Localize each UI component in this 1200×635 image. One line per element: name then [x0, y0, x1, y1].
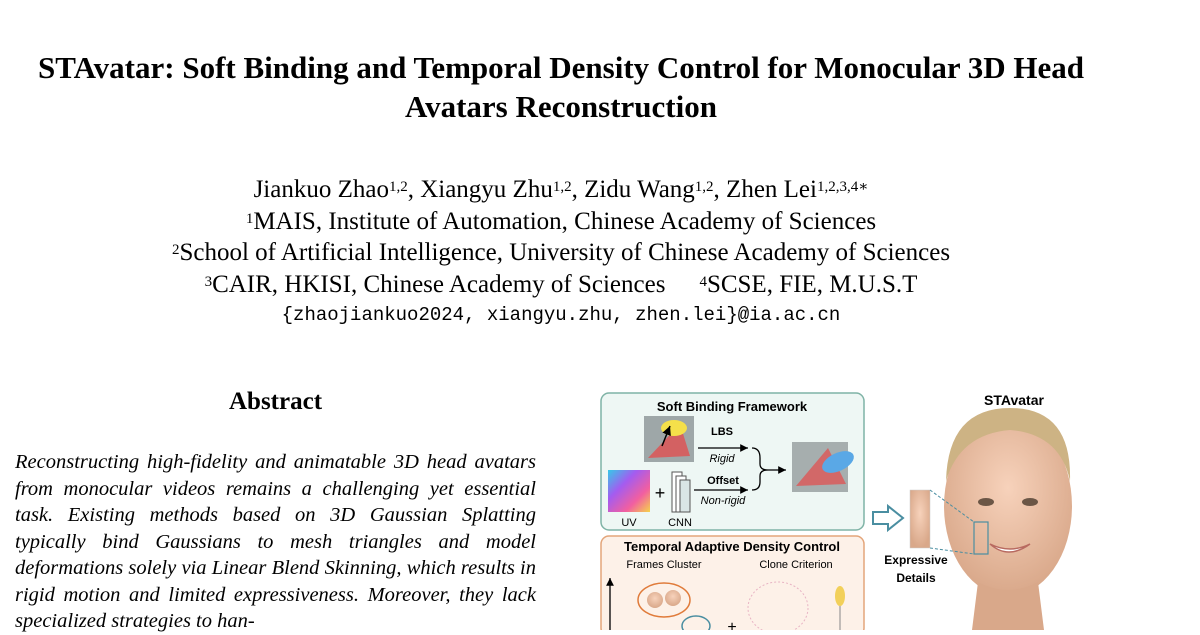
clone-gaussian: [835, 586, 845, 606]
paper-title: [0, 48, 1122, 126]
abstract-heading: Abstract: [228, 388, 323, 415]
title-line-1: STAvatar: Soft Binding and Temporal Density Control for Monocular 3D Head: [37, 50, 1085, 85]
author-sep: ,: [571, 176, 585, 203]
cluster-face: [647, 592, 663, 608]
result-arrow: [873, 506, 903, 530]
affiliation-text: CAIR, HKISI, Chinese Academy of Sciences: [212, 270, 666, 298]
details-label: Details: [896, 571, 936, 585]
tadc-title: Temporal Adaptive Density Control: [624, 539, 840, 554]
affiliation-line: [0, 206, 1122, 238]
affiliation-text: MAIS, Institute of Automation, Chinese Academy of Sciences: [253, 207, 877, 235]
gaussian-ellipse: [661, 420, 687, 436]
affiliation-text: SCSE, FIE, M.U.S.T: [706, 270, 918, 298]
author-name: Xiangyu Zhu: [420, 176, 553, 203]
affiliation-line: [0, 269, 1122, 301]
clone-criterion-label: Clone Criterion: [759, 559, 833, 571]
abstract-text: Reconstructing high-fidelity and animatable 3D head avatars from monocular videos remains a challenging yet essential task. Existing methods based on 3D Gaussian Splatting typically bind Gaussians to mesh triangles and model deformations solely via Linear Blend Skinning, which results in rigid motion and limited expressiveness. Moreover, they lack specialized strategies to han-: [15, 451, 536, 632]
tadc-plus: +: [727, 619, 737, 630]
detail-crop-image: [910, 490, 930, 548]
soft-binding-title: Soft Binding Framework: [656, 399, 808, 414]
author-email: {zhaojiankuo2024, xiangyu.zhu, zhen.lei}@ia.ac.cn: [281, 304, 841, 326]
affiliation-sup: 4: [699, 273, 707, 290]
affiliation-text: School of Artificial Intelligence, University of Chinese Academy of Sciences: [179, 239, 951, 266]
author-list: [0, 174, 1122, 206]
author-name: Zhen Lei: [726, 176, 817, 203]
author-block: [0, 174, 1122, 332]
avatar-head-image: [944, 408, 1072, 630]
stavatar-label: STAvatar: [984, 392, 1044, 408]
cluster-face: [665, 590, 681, 606]
author-affil-sup: 1,2: [388, 179, 408, 195]
author-name: Zidu Wang: [584, 176, 695, 203]
affiliation-sup: 3: [204, 273, 213, 290]
author-sep: ,: [407, 176, 421, 203]
affiliation-sup: 1: [245, 210, 254, 227]
author-name: Jiankuo Zhao: [253, 176, 389, 203]
author-sep: ,: [713, 176, 727, 203]
expressive-label: Expressive: [884, 553, 948, 567]
uv-label: UV: [621, 517, 637, 529]
rigid-label: Rigid: [709, 453, 735, 465]
title-line-2: Avatars Reconstruction: [405, 89, 717, 124]
affiliation-line: [0, 237, 1122, 269]
affiliation-sup: 2: [171, 242, 180, 258]
uv-map-image: [608, 470, 650, 512]
author-affil-sup: 1,2: [552, 179, 572, 195]
cnn-label: CNN: [668, 517, 692, 529]
plus-sign: +: [654, 483, 666, 503]
non-rigid-label: Non-rigid: [700, 495, 746, 507]
author-affil-sup: 1,2: [694, 179, 714, 195]
offset-label: Offset: [707, 475, 739, 487]
author-affil-sup: 1,2,3,4∗: [816, 179, 869, 195]
frames-cluster-label: Frames Cluster: [626, 559, 702, 571]
teaser-figure: [598, 386, 1098, 630]
lbs-label: LBS: [711, 426, 733, 438]
